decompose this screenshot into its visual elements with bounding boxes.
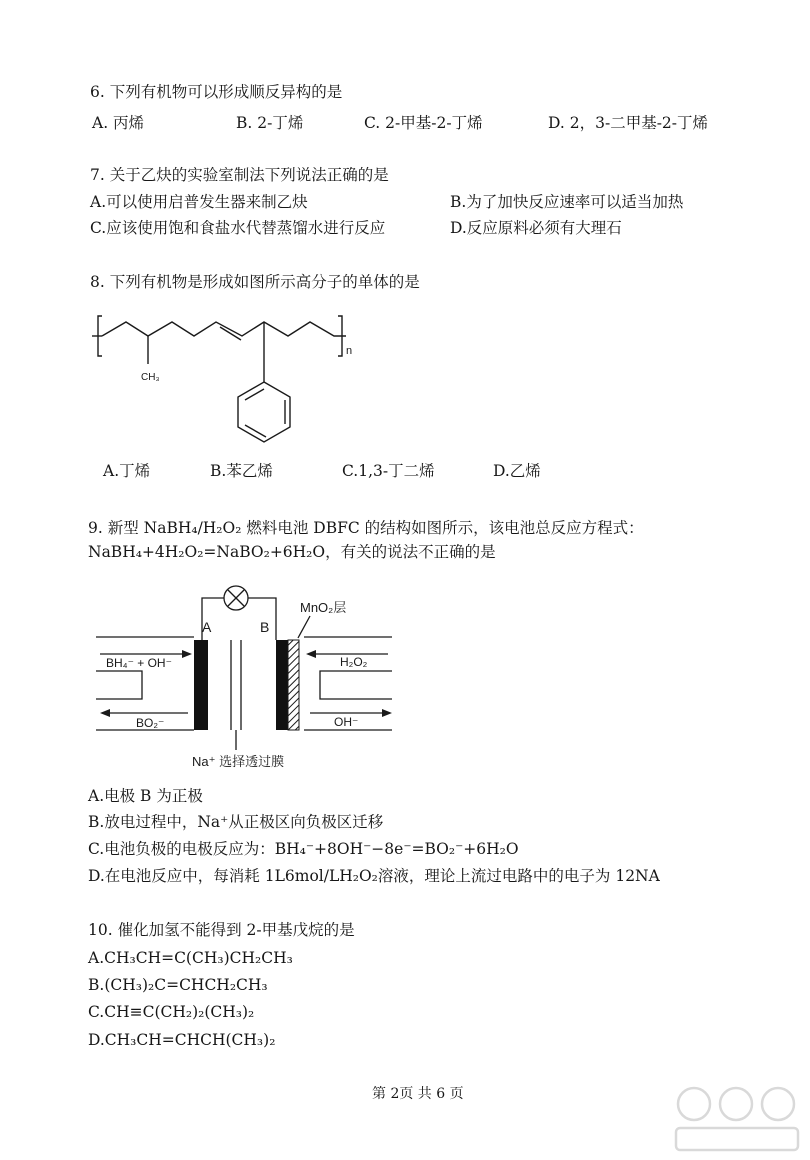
q6-option-d: D. 2，3-二甲基-2-丁烯 [548,114,709,132]
q7-option-d: D.反应原料必须有大理石 [450,219,622,237]
q9-option-c: C.电池负极的电极反应为：BH₄⁻+8OH⁻−8e⁻=BO₂⁻+6H₂O [88,840,519,858]
bh4-oh-label: BH₄⁻ + OH⁻ [106,656,172,670]
repeat-n-label: n [346,345,353,357]
electrode-b [276,640,288,730]
q10-option-b: B.(CH₃)₂C=CHCH₂CH₃ [88,976,268,994]
q6-option-a: A. 丙烯 [92,114,145,132]
oh-label: OH⁻ [334,715,359,729]
q6-stem: 6. 下列有机物可以形成顺反异构的是 [90,83,343,101]
electrode-b-label: B [260,619,270,635]
q8-option-d: D.乙烯 [493,462,541,480]
electrode-a-label: A [202,619,212,635]
fuel-cell-diagram [96,582,392,774]
q8-option-b: B.苯乙烯 [210,462,273,480]
membrane-label: Na⁺ 选择透过膜 [192,754,285,769]
q10-option-a: A.CH₃CH=C(CH₃)CH₂CH₃ [88,949,293,967]
polymer-structure-diagram [88,304,368,454]
q9-option-a: A.电极 B 为正极 [88,787,203,805]
watermark-logo [672,1082,802,1154]
q6-option-b: B. 2-丁烯 [236,114,304,132]
page-footer: 第 2页 共 6 页 [372,1086,464,1102]
q9-stem-line2: NaBH₄+4H₂O₂=NaBO₂+6H₂O，有关的说法不正确的是 [88,543,496,561]
q8-option-a: A.丁烯 [103,462,151,480]
ch3-label: CH₃ [141,372,160,383]
q7-stem: 7. 关于乙炔的实验室制法下列说法正确的是 [90,166,389,184]
mno2-layer [288,640,299,730]
q9-option-d: D.在电池反应中，每消耗 1L6mol/LH₂O₂溶液，理论上流过电路中的电子为 12NA [88,867,660,885]
mno2-label: MnO₂层 [300,600,347,615]
electrode-a [194,640,208,730]
q7-option-c: C.应该使用饱和食盐水代替蒸馏水进行反应 [90,219,386,237]
q10-option-d: D.CH₃CH=CHCH(CH₃)₂ [88,1031,276,1049]
q10-option-c: C.CH≡C(CH₂)₂(CH₃)₂ [88,1003,255,1021]
q9-stem-line1: 9. 新型 NaBH₄/H₂O₂ 燃料电池 DBFC 的结构如图所示，该电池总反应方程式： [88,519,644,537]
h2o2-label: H₂O₂ [340,655,368,669]
q7-option-a: A.可以使用启普发生器来制乙炔 [90,193,308,211]
q8-option-c: C.1,3-丁二烯 [342,462,435,480]
q6-option-c: C. 2-甲基-2-丁烯 [364,114,483,132]
q10-stem: 10. 催化加氢不能得到 2-甲基戊烷的是 [88,921,355,939]
q7-option-b: B.为了加快反应速率可以适当加热 [450,193,684,211]
bo2-label: BO₂⁻ [136,716,165,730]
q9-option-b: B.放电过程中，Na⁺从正极区向负极区迁移 [88,813,384,831]
q8-stem: 8. 下列有机物是形成如图所示高分子的单体的是 [90,273,420,291]
